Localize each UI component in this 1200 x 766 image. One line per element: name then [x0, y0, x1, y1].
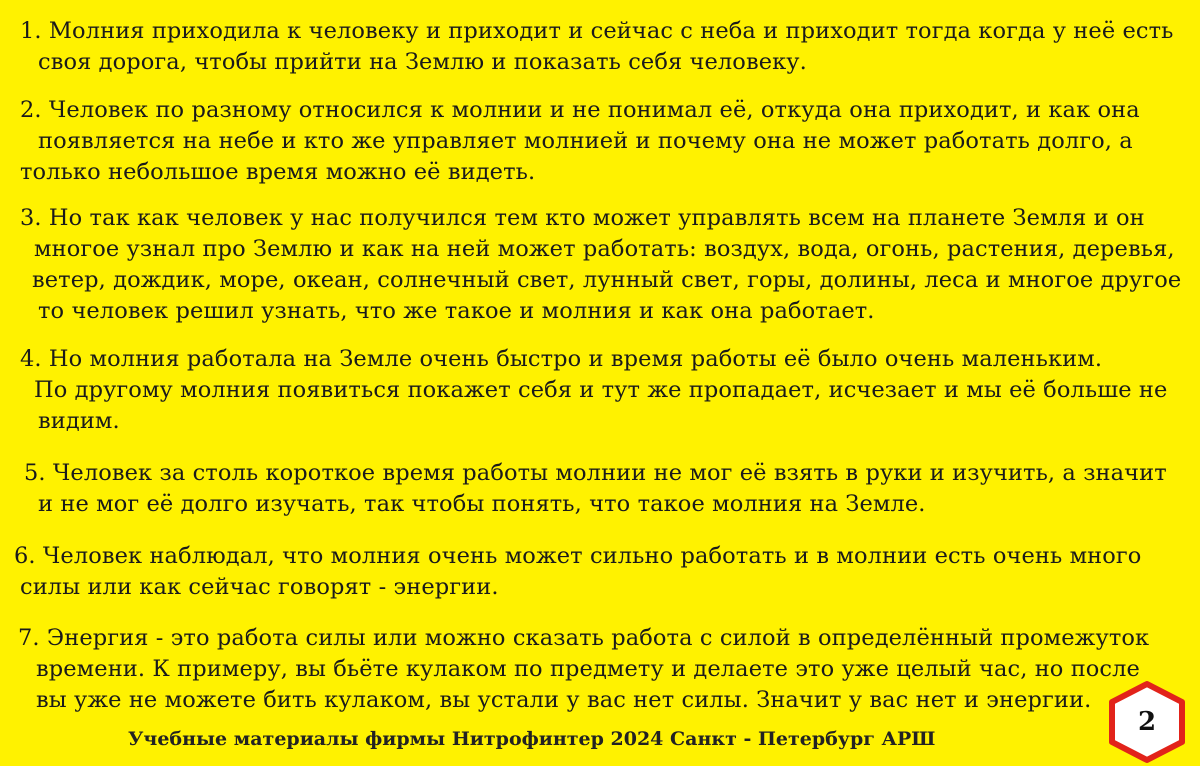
paragraph-1-line-1: 1. Молния приходила к человеку и приходит и сейчас с неба и приходит тогда когда у неё есть [20, 18, 1174, 44]
paragraph-7-line-2: времени. К примеру, вы бьёте кулаком по предмету и делаете это уже целый час, но после [36, 656, 1140, 682]
paragraph-5 [24, 458, 1167, 520]
paragraph-3-line-4: то человек решил узнать, что же такое и молния и как она работает. [38, 298, 875, 324]
page-number-badge [1106, 680, 1188, 764]
paragraph-2-line-3: только небольшое время можно её видеть. [20, 159, 536, 185]
footer-credit: Учебные материалы фирмы Нитрофинтер 2024 Санкт - Петербург АРШ [128, 728, 936, 750]
paragraph-6-line-2: силы или как сейчас говорят - энергии. [20, 574, 499, 600]
paragraph-3 [20, 203, 1181, 327]
paragraph-7-line-3: вы уже не можете бить кулаком, вы устали у вас нет силы. Значит у вас нет и энергии. [36, 687, 1092, 713]
paragraph-4-line-1: 4. Но молния работала на Земле очень быстро и время работы её было очень маленьким. [20, 346, 1103, 372]
paragraph-1-line-2: своя дорога, чтобы прийти на Землю и показать себя человеку. [38, 49, 807, 75]
paragraph-2-line-2: появляется на небе и кто же управляет молнией и почему она не может работать долго, а [38, 128, 1133, 154]
paragraph-6-line-1: 6. Человек наблюдал, что молния очень может сильно работать и в молнии есть очень много [14, 543, 1142, 569]
paragraph-5-line-2: и не мог её долго изучать, так чтобы понять, что такое молния на Земле. [38, 491, 926, 517]
paragraph-3-line-3: ветер, дождик, море, океан, солнечный свет, лунный свет, горы, долины, леса и многое другое [32, 267, 1182, 293]
paragraph-7 [18, 623, 1149, 716]
paragraph-6 [14, 541, 1141, 603]
paragraph-4-line-3: видим. [38, 408, 120, 434]
paragraph-1 [20, 16, 1174, 78]
paragraph-4-line-2: По другому молния появиться покажет себя и тут же пропадает, исчезает и мы её больше не [34, 377, 1168, 403]
page-number: 2 [1137, 707, 1157, 737]
paragraph-2-line-1: 2. Человек по разному относился к молнии и не понимал её, откуда она приходит, и как она [20, 97, 1140, 123]
paragraph-2 [20, 95, 1140, 188]
paragraph-5-line-1: 5. Человек за столь короткое время работы молнии не мог её взять в руки и изучить, а значит [24, 460, 1167, 486]
paragraph-4 [20, 344, 1167, 437]
paragraph-7-line-1: 7. Энергия - это работа силы или можно сказать работа с силой в определённый промежуток [18, 625, 1150, 651]
paragraph-3-line-1: 3. Но так как человек у нас получился тем кто может управлять всем на планете Земля и он [20, 205, 1145, 231]
paragraph-3-line-2: многое узнал про Землю и как на ней может работать: воздух, вода, огонь, растения, деревья, [34, 236, 1175, 262]
